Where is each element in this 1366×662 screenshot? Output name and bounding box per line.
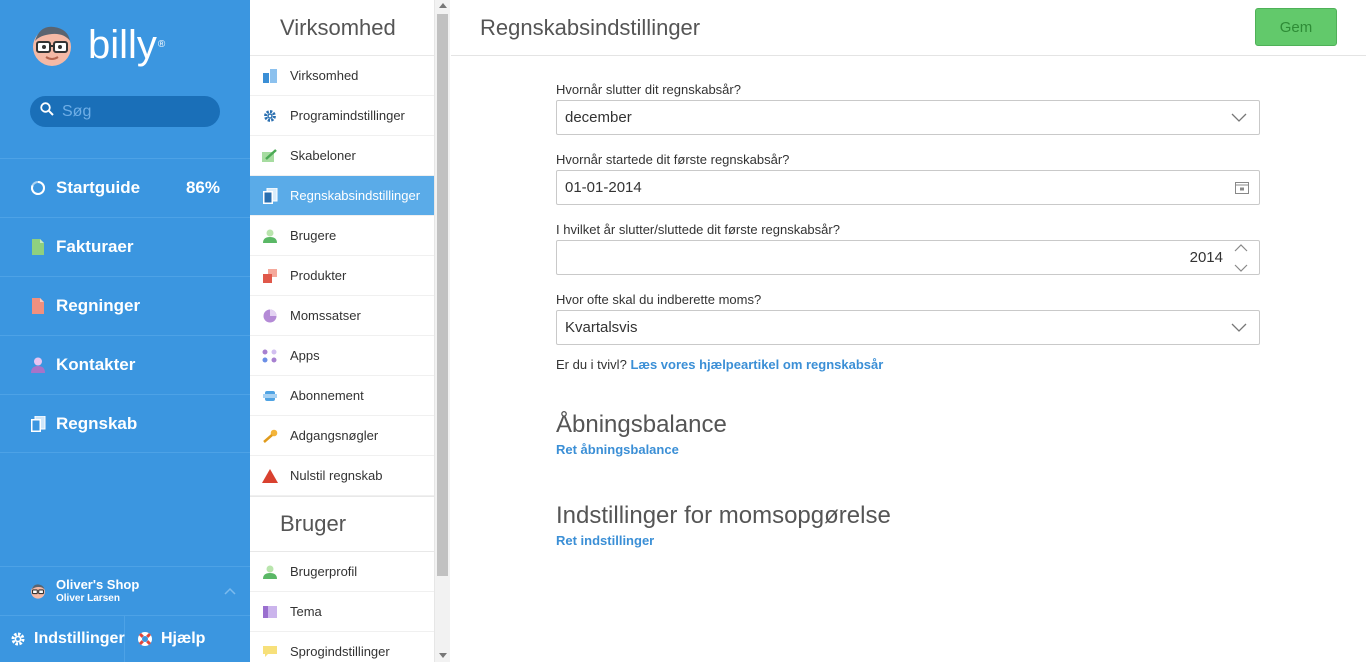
menu-item-brugere[interactable]: [250, 216, 434, 256]
nav-label: Startguide: [56, 178, 141, 197]
logo-text: billy®: [88, 23, 166, 67]
menu-item-label: Regnskabsindstillinger: [290, 188, 421, 203]
stepper-arrows-icon[interactable]: [1233, 243, 1249, 277]
menu-item-momssatser[interactable]: [250, 296, 434, 336]
logo[interactable]: [30, 20, 165, 70]
nav-label: Fakturaer: [56, 237, 134, 256]
opening-balance-title: Åbningsbalance: [556, 411, 727, 438]
nav-item-fakturaer[interactable]: [0, 217, 250, 276]
menu-item-label: Nulstil regnskab: [290, 468, 383, 483]
user-switcher[interactable]: [0, 566, 250, 615]
products-icon: [262, 268, 278, 284]
progress-ring-icon: [30, 180, 46, 196]
nav-item-regninger[interactable]: [0, 276, 250, 335]
nav-label: Kontakter: [56, 355, 136, 374]
menu-item-label: Brugere: [290, 228, 337, 243]
gear-icon: [10, 631, 26, 647]
first-end-year-stepper[interactable]: [556, 240, 1260, 275]
search-box[interactable]: [30, 96, 220, 127]
first-end-year-value: 2014: [1189, 249, 1223, 266]
settings-form: [556, 80, 1260, 548]
contact-icon: [30, 357, 46, 373]
menu-item-programindstillinger[interactable]: [250, 96, 434, 136]
search-icon: [40, 102, 54, 121]
page-title: Regnskabsindstillinger: [480, 14, 701, 40]
help-line: [556, 357, 1260, 372]
pie-icon: [262, 308, 278, 324]
gear-icon: [262, 108, 278, 124]
lifebuoy-icon: [137, 631, 153, 647]
first-start-date-input[interactable]: [556, 170, 1260, 205]
nav-label: Regnskab: [56, 413, 138, 433]
settings-menu: [250, 0, 434, 662]
settings-button[interactable]: [0, 616, 125, 662]
vat-frequency-label: Hvor ofte skal du indberette moms?: [556, 292, 762, 307]
shop-name: Oliver's Shop: [56, 576, 140, 592]
menu-item-virksomhed[interactable]: [250, 56, 434, 96]
apps-icon: [262, 348, 278, 364]
nav-label: Regninger: [56, 296, 141, 315]
menu-scrollbar[interactable]: [434, 0, 450, 662]
warning-icon: [262, 468, 278, 484]
progress-value: 86%: [185, 178, 220, 197]
user-icon: [262, 564, 278, 580]
menu-item-label: Tema: [290, 604, 322, 619]
help-button[interactable]: [125, 616, 205, 662]
bottom-bar: [0, 615, 250, 662]
menu-item-label: Brugerprofil: [290, 564, 358, 579]
billy-face-icon: [30, 23, 74, 67]
building-icon: [262, 68, 278, 84]
help-article-link[interactable]: Læs vores hjælpeartikel om regnskabsår: [630, 357, 884, 372]
ledger-icon: [30, 416, 46, 432]
scrollbar-thumb[interactable]: [437, 14, 448, 576]
page-header: [451, 0, 1366, 56]
fiscal-end-label: Hvornår slutter dit regnskabsår?: [556, 82, 741, 97]
fiscal-end-select[interactable]: [556, 100, 1260, 135]
nav-item-kontakter[interactable]: [0, 335, 250, 394]
menu-item-nulstil-regnskab[interactable]: [250, 456, 434, 496]
nav-item-startguide[interactable]: [0, 158, 250, 217]
chevron-down-icon: [1231, 110, 1247, 127]
save-button[interactable]: Gem: [1255, 8, 1337, 46]
menu-item-adgangsnoegler[interactable]: [250, 416, 434, 456]
user-name: Oliver Larsen: [56, 592, 120, 604]
calendar-icon[interactable]: [1235, 181, 1249, 198]
menu-item-label: Sprogindstillinger: [290, 644, 390, 659]
menu-item-label: Programindstillinger: [290, 108, 405, 123]
vat-settings-title: Indstillinger for momsopgørelse: [556, 502, 891, 529]
theme-icon: [262, 604, 278, 620]
subscription-icon: [262, 388, 278, 404]
menu-item-apps[interactable]: [250, 336, 434, 376]
menu-item-skabeloner[interactable]: [250, 136, 434, 176]
edit-opening-balance-link[interactable]: Ret åbningsbalance: [556, 442, 679, 457]
menu-item-abonnement[interactable]: [250, 376, 434, 416]
bill-icon: [30, 298, 46, 314]
template-icon: [262, 148, 278, 164]
help-label: Hjælp: [161, 630, 206, 647]
menu-item-label: Abonnement: [290, 388, 364, 403]
invoice-icon: [30, 239, 46, 255]
search-input[interactable]: [62, 103, 212, 121]
menu-header-user: Bruger: [250, 496, 434, 552]
menu-item-label: Momssatser: [290, 308, 361, 323]
menu-item-label: Adgangsnøgler: [290, 428, 379, 443]
speech-icon: [262, 644, 278, 660]
menu-header-company: Virksomhed: [250, 0, 434, 56]
menu-item-tema[interactable]: [250, 592, 434, 632]
ledger-icon: [262, 188, 278, 204]
nav-item-regnskab[interactable]: [0, 394, 250, 453]
scroll-up-icon[interactable]: [439, 3, 447, 8]
menu-item-label: Skabeloner: [290, 148, 356, 163]
menu-item-label: Apps: [290, 348, 320, 363]
chevron-up-icon: [224, 584, 236, 598]
menu-item-sprogindstillinger[interactable]: [250, 632, 434, 662]
first-start-value: 01-01-2014: [565, 179, 642, 196]
fiscal-end-value: december: [565, 109, 632, 126]
vat-frequency-select[interactable]: [556, 310, 1260, 345]
menu-item-produkter[interactable]: [250, 256, 434, 296]
scroll-down-icon[interactable]: [439, 653, 447, 658]
avatar: [30, 583, 46, 599]
users-icon: [262, 228, 278, 244]
vat-frequency-value: Kvartalsvis: [565, 319, 638, 336]
chevron-down-icon: [1231, 320, 1247, 337]
menu-item-brugerprofil[interactable]: [250, 552, 434, 592]
menu-item-label: Produkter: [290, 268, 347, 283]
main-nav: [0, 158, 250, 453]
main-sidebar: [0, 0, 250, 662]
menu-item-regnskabsindstillinger[interactable]: [250, 176, 434, 216]
settings-label: Indstillinger: [34, 630, 125, 647]
first-start-label: Hvornår startede dit første regnskabsår?: [556, 152, 790, 167]
menu-item-label: Virksomhed: [290, 68, 359, 83]
first-end-year-label: I hvilket år slutter/sluttede dit første regnskabsår?: [556, 222, 840, 237]
help-text: Er du i tvivl?: [556, 357, 627, 372]
key-icon: [262, 428, 278, 444]
edit-vat-settings-link[interactable]: Ret indstillinger: [556, 533, 655, 548]
main-content: [451, 0, 1366, 662]
